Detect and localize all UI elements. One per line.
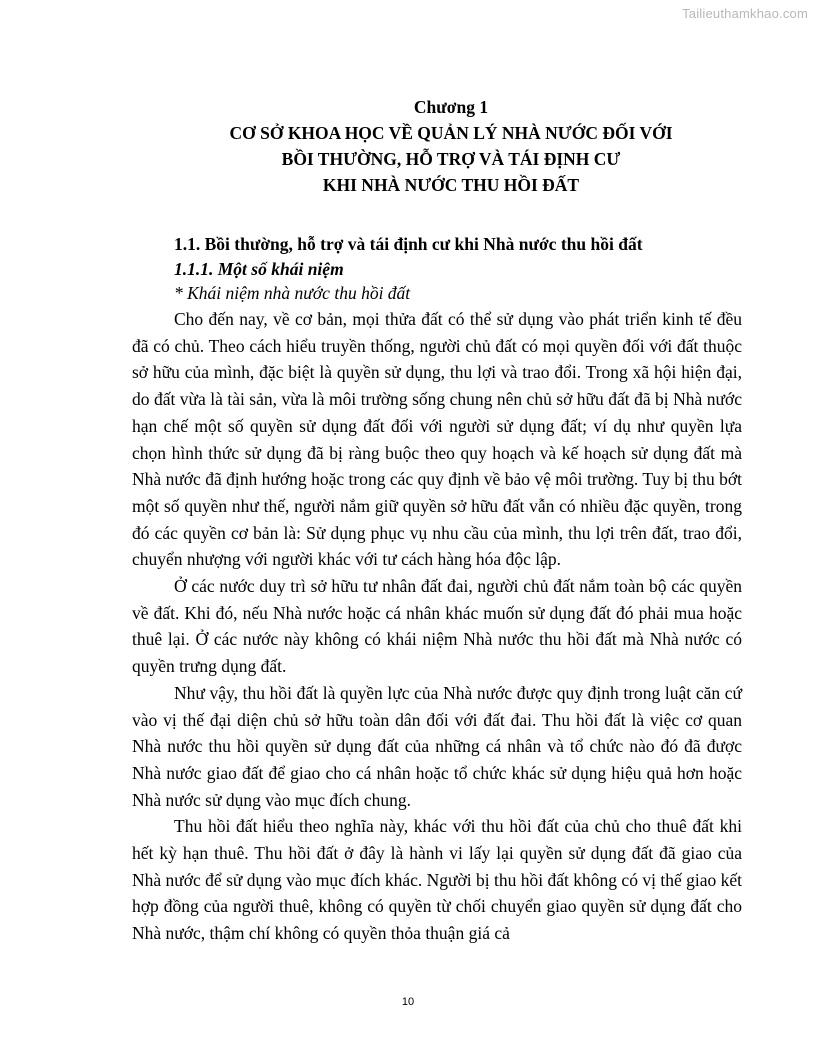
concept-heading: * Khái niệm nhà nước thu hồi đất [174,283,411,303]
chapter-heading [160,94,742,198]
chapter-title-line: BỒI THƯỜNG, HỖ TRỢ VÀ TÁI ĐỊNH CƯ [281,149,621,169]
section-heading: 1.1. Bồi thường, hỗ trợ và tái định cư khi Nhà nước thu hồi đất [174,234,643,254]
subsection-heading: 1.1.1. Một số khái niệm [174,259,344,279]
body-text [132,306,742,947]
paragraph: Thu hồi đất hiểu theo nghĩa này, khác với thu hồi đất của chủ cho thuê đất khi hết kỳ hạn thuê. Thu hồi đất ở đây là hành vi lấy lại quyền sử dụng đất đã giao của Nhà nước để sử dụng vào mục đích khác. Người bị thu hồi đất không có vị thế giao kết hợp đồng của người thuê, không có quyền từ chối chuyển giao quyền sử dụng đất cho Nhà nước, thậm chí không có quyền thỏa thuận giá cả [132,816,742,944]
chapter-number: Chương 1 [413,97,489,117]
chapter-title-line: KHI NHÀ NƯỚC THU HỒI ĐẤT [322,175,580,195]
page-number: 10 [401,996,415,1008]
page-content [132,94,742,947]
chapter-title-line: CƠ SỞ KHOA HỌC VỀ QUẢN LÝ NHÀ NƯỚC ĐỐI VỚI [229,123,673,143]
watermark: Tailieuthamkhao.com [682,6,808,21]
paragraph: Ở các nước duy trì sở hữu tư nhân đất đai, người chủ đất nắm toàn bộ các quyền về đất. Khi đó, nếu Nhà nước hoặc cá nhân khác muốn sử dụng đất đó phải mua hoặc thuê lại. Ở các nước này không có khái niệm Nhà nước thu hồi đất mà Nhà nước có quyền trưng dụng đất. [132,576,742,677]
paragraph: Như vậy, thu hồi đất là quyền lực của Nhà nước được quy định trong luật căn cứ vào vị thế đại diện chủ sở hữu toàn dân đối với đất đai. Thu hồi đất là việc cơ quan Nhà nước thu hồi quyền sử dụng đất của những cá nhân và tổ chức nào đó đã được Nhà nước giao đất để giao cho cá nhân hoặc tổ chức khác sử dụng hiệu quả hơn hoặc Nhà nước sử dụng vào mục đích chung. [132,682,742,810]
paragraph: Cho đến nay, về cơ bản, mọi thửa đất có thể sử dụng vào phát triển kinh tế đều đã có chủ. Theo cách hiểu truyền thống, người chủ đất có mọi quyền đối với đất thuộc sở hữu của mình, đặc biệt là quyền sử dụng, thu lợi và trao đổi. Trong xã hội hiện đại, do đất vừa là tài sản, vừa là môi trường sống chung nên chủ sở hữu đất đã bị Nhà nước hạn chế một số quyền sử dụng đất đối với người sử dụng đất; ví dụ như quyền lựa chọn hình thức sử dụng đã bị ràng buộc theo quy hoạch và kế hoạch sử dụng đất mà Nhà nước đã định hướng hoặc trong các quy định về bảo vệ môi trường. Tuy bị thu bớt một số quyền như thế, người nắm giữ quyền sở hữu đất vẫn có nhiều đặc quyền, trong đó các quyền cơ bản là: Sử dụng phục vụ nhu cầu của mình, thu lợi trên đất, trao đổi, chuyển nhượng với người khác với tư cách hàng hóa độc lập. [132,309,742,570]
